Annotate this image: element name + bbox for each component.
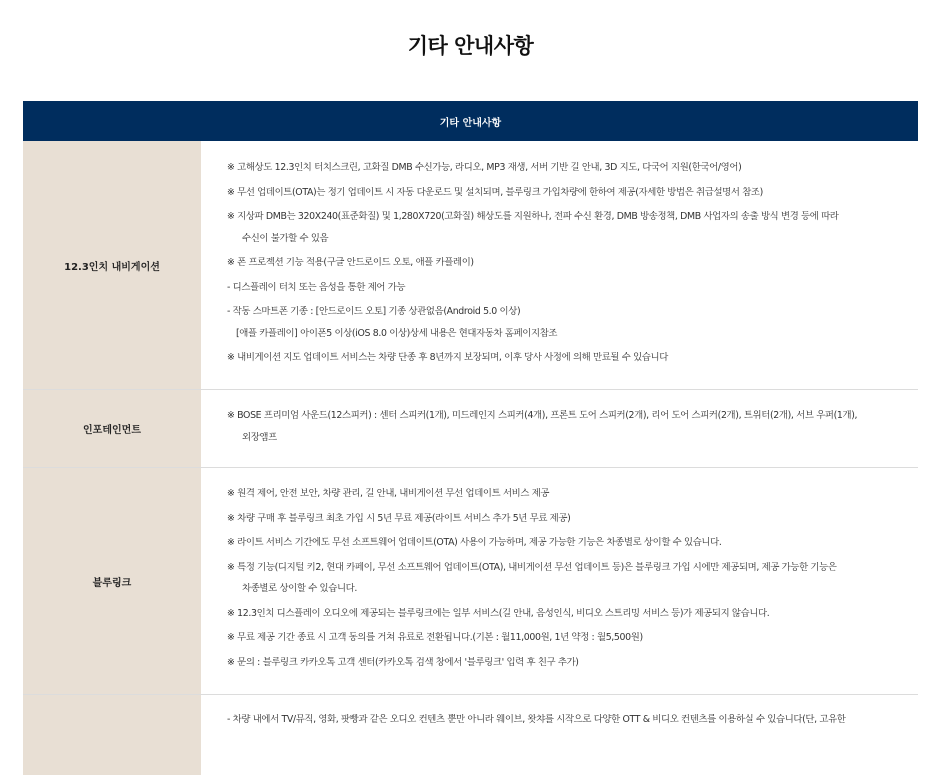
info-table xyxy=(23,101,918,775)
note-line: 차종별로 상이할 수 있습니다. xyxy=(242,583,357,594)
row-label xyxy=(23,695,201,775)
table-row-navigation xyxy=(23,141,918,390)
note-line: 수신이 불가할 수 있음 xyxy=(242,232,329,244)
table-row-media xyxy=(23,695,918,775)
note-line: ※ 폰 프로젝션 기능 적용(구글 안드로이드 오토, 애플 카플레이) xyxy=(227,257,474,268)
note-line: ※ 12.3인치 디스플레이 오디오에 제공되는 블루링크에는 일부 서비스(길 안내, 음성인식, 비디오 스트리밍 서비스 등)가 제공되지 않습니다. xyxy=(227,607,770,619)
row-content xyxy=(201,695,918,775)
note-line: 외장앰프 xyxy=(242,431,277,443)
row-label: 블루링크 xyxy=(23,468,201,694)
row-label: 12.3인치 내비게이션 xyxy=(23,141,201,389)
note-line: ※ 내비게이션 지도 업데이트 서비스는 차량 단종 후 8년까지 보장되며, 이후 당사 사정에 의해 만료될 수 있습니다 xyxy=(227,352,668,363)
table-header: 기타 안내사항 xyxy=(23,101,918,141)
note-line: - 작동 스마트폰 기종 : [안드로이드 오토] 기종 상관없음(Android 5.0 이상) xyxy=(227,306,521,317)
note-line: ※ 차량 구매 후 블루링크 최초 가입 시 5년 무료 제공(라이트 서비스 추가 5년 무료 제공) xyxy=(227,512,571,524)
page-title: 기타 안내사항 xyxy=(407,34,534,58)
note-line: ※ 문의 : 블루링크 카카오톡 고객 센터(카카오톡 검색 창에서 '블루링크' 입력 후 친구 추가) xyxy=(227,656,579,668)
table-row-infotainment xyxy=(23,390,918,468)
note-line: ※ 라이트 서비스 기간에도 무선 소프트웨어 업데이트(OTA) 사용이 가능하며, 제공 가능한 기능은 차종별로 상이할 수 있습니다. xyxy=(227,537,722,548)
note-line: ※ 지상파 DMB는 320X240(표준화질) 및 1,280X720(고화질) 해상도를 지원하나, 전파 수신 환경, DMB 방송정책, DMB 사업자의 송출 방식 변경 등에 따라 xyxy=(227,211,839,222)
note-line: ※ 원격 제어, 안전 보안, 차량 관리, 길 안내, 내비게이션 무선 업데이트 서비스 제공 xyxy=(227,488,550,499)
row-content xyxy=(201,468,918,694)
row-content xyxy=(201,390,918,467)
note-line: ※ BOSE 프리미엄 사운드(12스피커) : 센터 스피커(1개), 미드레인지 스피커(4개), 프론트 도어 스피커(2개), 리어 도어 스피커(2개), 트위터(2개), 서브 우퍼(1개), xyxy=(227,410,858,421)
table-row-bluelink xyxy=(23,468,918,695)
note-line: ※ 무선 업데이트(OTA)는 정기 업데이트 시 자동 다운로드 및 설치되며, 블루링크 가입차량에 한하여 제공(자세한 방법은 취급설명서 참조) xyxy=(227,186,763,198)
note-line: - 디스플레이 터치 또는 음성을 통한 제어 가능 xyxy=(227,281,406,293)
note-line: ※ 무료 제공 기간 종료 시 고객 동의를 거쳐 유료로 전환됩니다.(기본 : 월11,000원, 1년 약정 : 월5,500원) xyxy=(227,632,643,643)
row-label: 인포테인먼트 xyxy=(23,390,201,467)
note-line: [애플 카플레이] 아이폰5 이상(iOS 8.0 이상)상세 내용은 현대자동차 홈페이지참조 xyxy=(236,327,558,339)
note-line: ※ 특정 기능(디지털 키2, 현대 카페이, 무선 소프트웨어 업데이트(OTA), 내비게이션 무선 업데이트 등)은 블루링크 가입 시에만 제공되며, 제공 가능한 기능은 xyxy=(227,561,837,573)
note-line: ※ 고해상도 12.3인치 터치스크린, 고화질 DMB 수신가능, 라디오, MP3 재생, 서버 기반 길 안내, 3D 지도, 다국어 지원(한국어/영어) xyxy=(227,162,742,173)
row-content xyxy=(201,141,918,389)
note-line: - 차량 내에서 TV/뮤직, 영화, 팟빵과 같은 오디오 컨텐츠 뿐만 아니라 웨이브, 왓챠를 시작으로 다양한 OTT & 비디오 컨텐츠를 이용하실 수 있습니다(단, 고유한 xyxy=(227,714,846,725)
